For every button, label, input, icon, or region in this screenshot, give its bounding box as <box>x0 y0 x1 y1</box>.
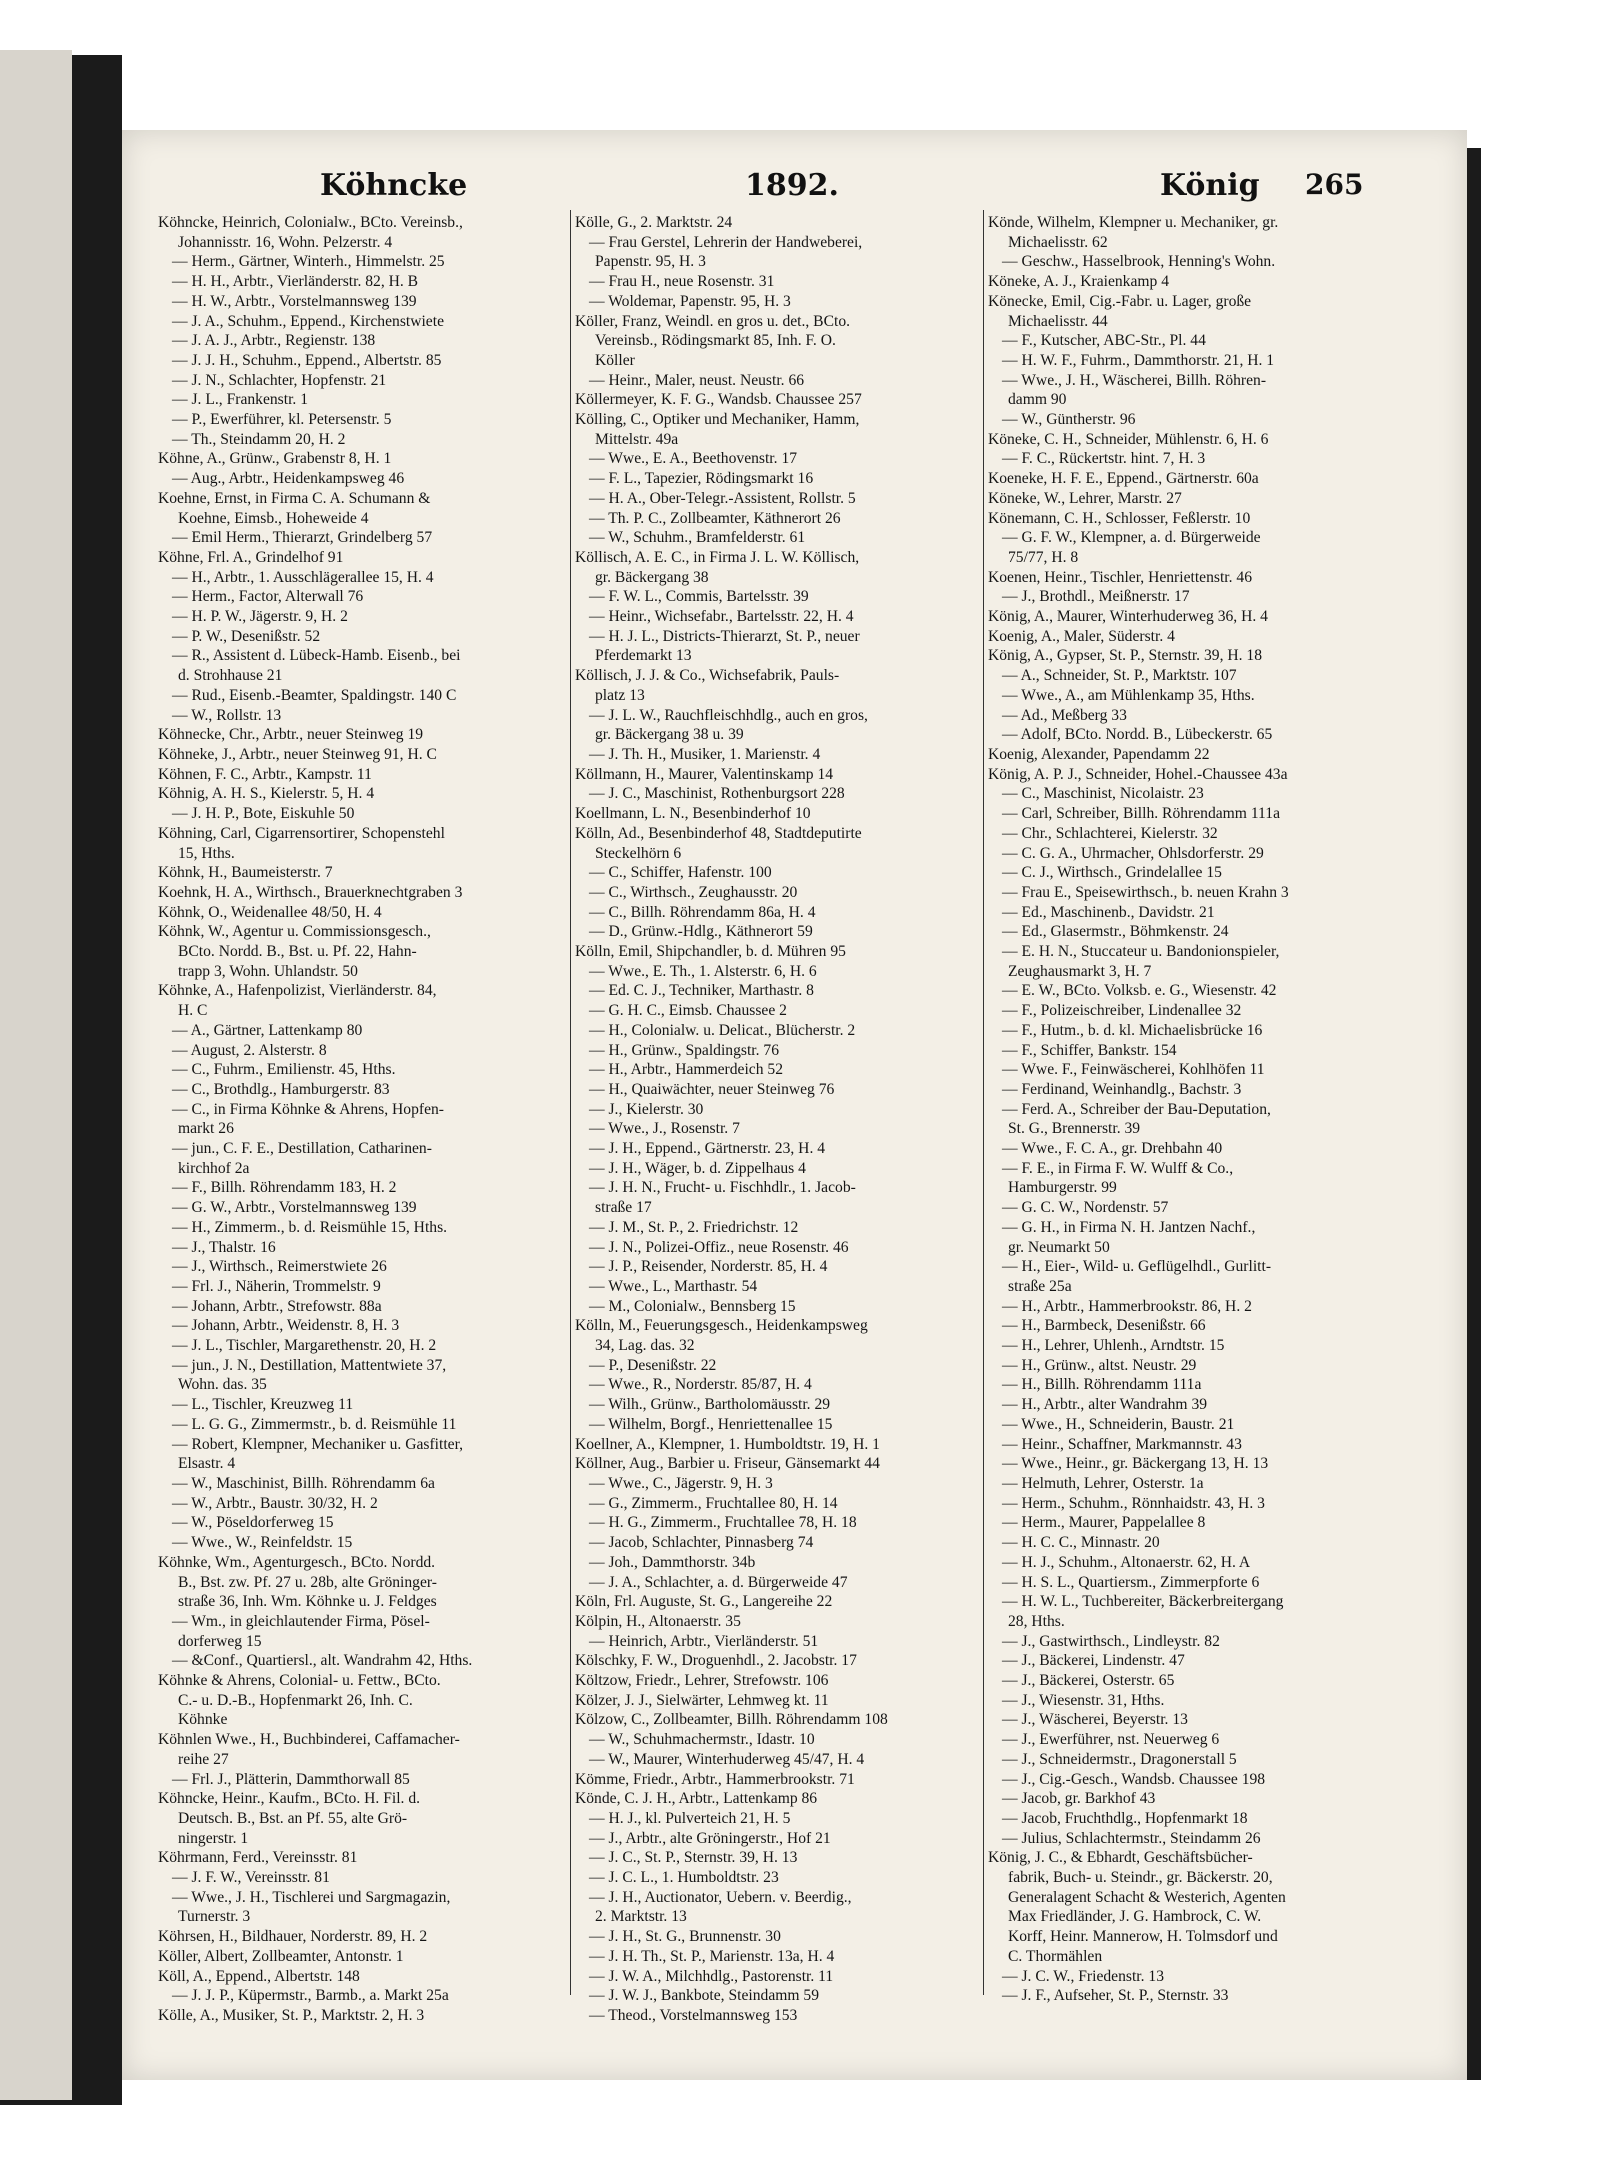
directory-entry: Köhncke, Heinrich, Colonialw., BCto. Vereinsb., <box>158 214 463 231</box>
directory-entry: Koellmann, L. N., Besenbinderhof 10 <box>575 805 811 823</box>
directory-entry: — J., Wäscherei, Beyerstr. 13 <box>1002 1711 1188 1729</box>
entry-continuation: ningerstr. 1 <box>178 1829 249 1847</box>
directory-entry: — L., Tischler, Kreuzweg 11 <box>172 1396 354 1414</box>
directory-entry: — W., Arbtr., Baustr. 30/32, H. 2 <box>172 1494 378 1512</box>
directory-entry: — J., Wirthsch., Reimerstwiete 26 <box>172 1258 387 1276</box>
directory-entry: — Heinr., Schaffner, Markmannstr. 43 <box>1002 1435 1242 1453</box>
directory-entry: — J. L., Tischler, Margarethenstr. 20, H. 2 <box>172 1337 437 1355</box>
directory-entry: — J. N., Polizei-Offiz., neue Rosenstr. 46 <box>589 1238 849 1256</box>
directory-entry: — Chr., Schlachterei, Kielerstr. 32 <box>1002 824 1218 842</box>
directory-entry: — Wm., in gleichlautender Firma, Pösel- <box>172 1612 430 1630</box>
entry-continuation: St. G., Brennerstr. 39 <box>1008 1120 1141 1138</box>
directory-entry: — Julius, Schlachtermstr., Steindamm 26 <box>1002 1829 1261 1847</box>
directory-entry: Köhne, A., Grünw., Grabenstr 8, H. 1 <box>158 450 392 468</box>
directory-entry: — J. Th. H., Musiker, 1. Marienstr. 4 <box>589 745 821 763</box>
directory-entry: — J., Bäckerei, Lindenstr. 47 <box>1002 1652 1185 1670</box>
directory-entry: — Wwe., L., Marthastr. 54 <box>589 1277 758 1295</box>
directory-entry: Kölle, A., Musiker, St. P., Marktstr. 2, H. 3 <box>158 2006 425 2024</box>
directory-entry: — Wwe. F., Feinwäscherei, Kohlhöfen 11 <box>1002 1061 1265 1079</box>
entry-continuation: Pferdemarkt 13 <box>595 647 692 665</box>
directory-entry: — Ed., Maschinenb., Davidstr. 21 <box>1002 903 1215 921</box>
directory-entry: — Heinr., Maler, neust. Neustr. 66 <box>589 371 805 389</box>
directory-entry: — M., Colonialw., Bennsberg 15 <box>589 1297 796 1315</box>
directory-entry: — Th. P. C., Zollbeamter, Käthnerort 26 <box>589 509 841 527</box>
entry-continuation: straße 17 <box>595 1199 652 1217</box>
directory-entry: — W., Schuhmachermstr., Idastr. 10 <box>589 1731 815 1749</box>
entry-continuation: Koehne, Eimsb., Hoheweide 4 <box>178 509 369 527</box>
directory-entry: — J., Kielerstr. 30 <box>589 1100 704 1118</box>
directory-entry: — Adolf, BCto. Nordd. B., Lübeckerstr. 65 <box>1002 726 1273 744</box>
directory-entry: — H. G., Zimmerm., Fruchtallee 78, H. 18 <box>589 1514 857 1532</box>
directory-column-1 <box>158 213 578 2026</box>
entry-continuation: 75/77, H. 8 <box>1008 548 1079 566</box>
entry-continuation: Mittelstr. 49a <box>595 430 679 448</box>
entry-continuation: Deutsch. B., Bst. an Pf. 55, alte Grö- <box>178 1809 408 1827</box>
entry-continuation: Generalagent Schacht & Westerich, Agenten <box>1008 1888 1286 1906</box>
directory-entry: — Wwe., Heinr., gr. Bäckergang 13, H. 13 <box>1002 1455 1269 1473</box>
directory-entry: — H., Arbtr., Hammerdeich 52 <box>589 1061 784 1079</box>
entry-continuation: C.- u. D.-B., Hopfenmarkt 26, Inh. C. <box>178 1691 413 1709</box>
directory-entry: — J., Thalstr. 16 <box>172 1238 276 1256</box>
directory-entry: — A., Schneider, St. P., Marktstr. 107 <box>1002 667 1237 685</box>
directory-entry: — Robert, Klempner, Mechaniker u. Gasfitter, <box>172 1435 464 1453</box>
directory-entry: — J. W. A., Milchhdlg., Pastorenstr. 11 <box>589 1967 834 1985</box>
directory-entry: — H. W. F., Fuhrm., Dammthorstr. 21, H. 1 <box>1002 351 1275 369</box>
directory-entry: Köllermeyer, K. F. G., Wandsb. Chaussee 257 <box>575 391 862 409</box>
directory-entry: — Herm., Factor, Alterwall 76 <box>172 588 364 606</box>
directory-entry: — F., Polizeischreiber, Lindenallee 32 <box>1002 1002 1242 1020</box>
directory-entry: — E. H. N., Stuccateur u. Bandonionspieler, <box>1002 943 1280 961</box>
entry-continuation: gr. Bäckergang 38 u. 39 <box>595 726 744 744</box>
entry-continuation: Michaelisstr. 44 <box>1008 312 1108 330</box>
directory-entry: Könecke, Emil, Cig.-Fabr. u. Lager, große <box>988 292 1252 310</box>
directory-entry: — J. C., St. P., Sternstr. 39, H. 13 <box>589 1849 798 1867</box>
entry-continuation: Steckelhörn 6 <box>595 844 682 862</box>
entry-continuation: Max Friedländer, J. G. Hambrock, C. W. <box>1008 1908 1262 1926</box>
directory-entry: Koeneke, H. F. E., Eppend., Gärtnerstr. 60a <box>988 470 1259 488</box>
directory-entry: — Rud., Eisenb.-Beamter, Spaldingstr. 140 C <box>172 686 457 704</box>
directory-entry: — W., Pöseldorferweg 15 <box>172 1514 334 1532</box>
entry-continuation: gr. Bäckergang 38 <box>595 568 709 586</box>
directory-entry: — J. H. Th., St. P., Marienstr. 13a, H. 4 <box>589 1947 835 1965</box>
page-header <box>200 168 1390 208</box>
directory-entry: Kölzer, J. J., Sielwärter, Lehmweg kt. 11 <box>575 1691 829 1709</box>
directory-entry: — J. C. W., Friedenstr. 13 <box>1002 1967 1165 1985</box>
entry-continuation: damm 90 <box>1008 391 1067 409</box>
directory-entry: — J. H. P., Bote, Eiskuhle 50 <box>172 805 355 823</box>
directory-entry: Koenig, Alexander, Papendamm 22 <box>988 745 1210 763</box>
directory-entry: — H., Zimmerm., b. d. Reismühle 15, Hths. <box>172 1218 448 1236</box>
entry-continuation: straße 25a <box>1008 1277 1072 1295</box>
directory-entry: — J. L., Frankenstr. 1 <box>172 391 309 409</box>
directory-entry: — Emil Herm., Thierarzt, Grindelberg 57 <box>172 529 433 547</box>
directory-entry: — Johann, Arbtr., Weidenstr. 8, H. 3 <box>172 1317 400 1335</box>
directory-entry: — H., Barmbeck, Desenißstr. 66 <box>1002 1317 1206 1335</box>
entry-continuation: d. Strohhause 21 <box>178 667 283 685</box>
directory-entry: — Wwe., J. H., Tischlerei und Sargmagazin, <box>172 1888 451 1906</box>
entry-continuation: kirchhof 2a <box>178 1159 250 1177</box>
directory-entry: — F. W. L., Commis, Bartelsstr. 39 <box>589 588 809 606</box>
directory-entry: Köhnig, A. H. S., Kielerstr. 5, H. 4 <box>158 785 375 803</box>
entry-continuation: Zeughausmarkt 3, H. 7 <box>1008 962 1152 980</box>
directory-entry: — G. H. C., Eimsb. Chaussee 2 <box>589 1002 787 1020</box>
directory-entry: — J., Ewerführer, nst. Neuerweg 6 <box>1002 1731 1220 1749</box>
page-edge-shadow <box>1467 148 1481 2080</box>
directory-entry: — J. F., Aufseher, St. P., Sternstr. 33 <box>1002 1987 1229 2005</box>
directory-entry: — J., Gastwirthsch., Lindleystr. 82 <box>1002 1632 1220 1650</box>
directory-entry: — F. C., Rückertstr. hint. 7, H. 3 <box>1002 450 1206 468</box>
directory-entry: — J. L. W., Rauchfleischhdlg., auch en gros, <box>589 706 868 724</box>
entry-continuation: platz 13 <box>595 686 645 704</box>
directory-entry: — H., Grünw., altst. Neustr. 29 <box>1002 1356 1197 1374</box>
directory-entry: — C., Billh. Röhrendamm 86a, H. 4 <box>589 903 816 921</box>
directory-entry: — Frau H., neue Rosenstr. 31 <box>589 273 775 291</box>
directory-entry: — H. C. C., Minnastr. 20 <box>1002 1534 1160 1552</box>
directory-entry: — P., Desenißstr. 22 <box>589 1356 717 1374</box>
directory-entry: Köll, A., Eppend., Albertstr. 148 <box>158 1967 360 1985</box>
directory-entry: — H., Grünw., Spaldingstr. 76 <box>589 1041 780 1059</box>
directory-entry: Köhning, Carl, Cigarrensortirer, Schopenstehl <box>158 824 445 842</box>
directory-entry: — Herm., Maurer, Pappelallee 8 <box>1002 1514 1206 1532</box>
entry-continuation: H. C <box>178 1002 208 1020</box>
header-right-keyword: König <box>1160 168 1260 203</box>
directory-entry: — H., Eier-, Wild- u. Geflügelhdl., Gurlitt- <box>1002 1258 1272 1276</box>
directory-entry: — C. G. A., Uhrmacher, Ohlsdorferstr. 29 <box>1002 844 1264 862</box>
directory-entry: Köhnk, H., Baumeisterstr. 7 <box>158 864 333 882</box>
directory-entry: — F., Hutm., b. d. kl. Michaelisbrücke 16 <box>1002 1021 1263 1039</box>
entry-continuation: Wohn. das. 35 <box>178 1376 267 1394</box>
directory-entry: — J. N., Schlachter, Hopfenstr. 21 <box>172 371 387 389</box>
directory-entry: Kölln, Ad., Besenbinderhof 48, Stadtdeputirte <box>575 824 862 842</box>
entry-continuation: reihe 27 <box>178 1750 229 1768</box>
directory-entry: Könde, Wilhelm, Klempner u. Mechaniker, gr. <box>988 214 1279 231</box>
directory-entry: — H., Lehrer, Uhlenh., Arndtstr. 15 <box>1002 1337 1225 1355</box>
directory-entry: — G. C. W., Nordenstr. 57 <box>1002 1199 1169 1217</box>
directory-entry: — W., Schuhm., Bramfelderstr. 61 <box>589 529 806 547</box>
directory-entry: Köhrsen, H., Bildhauer, Norderstr. 89, H. 2 <box>158 1928 428 1946</box>
directory-entry: — F., Billh. Röhrendamm 183, H. 2 <box>172 1179 397 1197</box>
directory-entry: — C., Fuhrm., Emilienstr. 45, Hths. <box>172 1061 396 1079</box>
directory-entry: Köln, Frl. Auguste, St. G., Langereihe 22 <box>575 1593 833 1611</box>
directory-entry: — J., Cig.-Gesch., Wandsb. Chaussee 198 <box>1002 1770 1266 1788</box>
directory-entry: — C., in Firma Köhnke & Ahrens, Hopfen- <box>172 1100 444 1118</box>
directory-entry: — Ad., Meßberg 33 <box>1002 706 1127 724</box>
directory-entry: Köhnk, O., Weidenallee 48/50, H. 4 <box>158 903 382 921</box>
directory-entry: — J., Bäckerei, Osterstr. 65 <box>1002 1672 1175 1690</box>
directory-entry: Kölpin, H., Altonaerstr. 35 <box>575 1612 741 1630</box>
directory-entry: — Geschw., Hasselbrook, Henning's Wohn. <box>1002 253 1276 271</box>
directory-entry: Kölln, M., Feuerungsgesch., Heidenkampsweg <box>575 1317 868 1335</box>
directory-entry: — Wilh., Grünw., Bartholomäusstr. 29 <box>589 1396 831 1414</box>
directory-entry: — J. A. J., Arbtr., Regienstr. 138 <box>172 332 376 350</box>
directory-entry: — Frl. J., Plätterin, Dammthorwall 85 <box>172 1770 410 1788</box>
directory-entry: Kölln, Emil, Shipchandler, b. d. Mühren 95 <box>575 943 846 961</box>
directory-entry: — Heinr., Wichsefabr., Bartelsstr. 22, H. 4 <box>589 608 854 626</box>
directory-entry: — C., Maschinist, Nicolaistr. 23 <box>1002 785 1204 803</box>
directory-entry: — H., Billh. Röhrendamm 111a <box>1002 1376 1202 1394</box>
entry-continuation: Hamburgerstr. 99 <box>1008 1179 1117 1197</box>
entry-continuation: Korff, Heinr. Mannerow, H. Tolmsdorf und <box>1008 1928 1278 1946</box>
directory-entry: — H. H., Arbtr., Vierländerstr. 82, H. B <box>172 273 419 291</box>
directory-entry: Koehnk, H. A., Wirthsch., Brauerknechtgraben 3 <box>158 883 463 901</box>
directory-entry: — F. L., Tapezier, Rödingsmarkt 16 <box>589 470 814 488</box>
directory-entry: — F. E., in Firma F. W. Wulff & Co., <box>1002 1159 1234 1177</box>
directory-entry: — W., Güntherstr. 96 <box>1002 411 1136 429</box>
directory-entry: — C., Brothdlg., Hamburgerstr. 83 <box>172 1080 390 1098</box>
directory-entry: — H. W. L., Tuchbereiter, Bäckerbreitergang <box>1002 1593 1284 1611</box>
directory-entry: — Heinrich, Arbtr., Vierländerstr. 51 <box>589 1632 819 1650</box>
entry-continuation: B., Bst. zw. Pf. 27 u. 28b, alte Gröninger- <box>178 1573 437 1591</box>
entry-continuation: Turnerstr. 3 <box>178 1908 251 1926</box>
directory-entry: — J. C. L., 1. Humboldtstr. 23 <box>589 1869 779 1887</box>
directory-entry: Koenig, A., Maler, Süderstr. 4 <box>988 627 1175 645</box>
directory-entry: — H., Colonialw. u. Delicat., Blücherstr. 2 <box>589 1021 856 1039</box>
directory-entry: — H. P. W., Jägerstr. 9, H. 2 <box>172 608 348 626</box>
directory-entry: — Th., Steindamm 20, H. 2 <box>172 430 346 448</box>
directory-entry: Köhnen, F. C., Arbtr., Kampstr. 11 <box>158 765 372 783</box>
entry-continuation: trapp 3, Wohn. Uhlandstr. 50 <box>178 962 358 980</box>
directory-entry: Koellner, A., Klempner, 1. Humboldtstr. 19, H. 1 <box>575 1435 880 1453</box>
directory-entry: — F., Kutscher, ABC-Str., Pl. 44 <box>1002 332 1206 350</box>
directory-entry: Köllisch, A. E. C., in Firma J. L. W. Köllisch, <box>575 548 860 566</box>
directory-entry: — Wwe., W., Reinfeldstr. 15 <box>172 1534 353 1552</box>
directory-entry: König, A., Maurer, Winterhuderweg 36, H. 4 <box>988 608 1268 626</box>
directory-entry: — Jacob, Fruchthdlg., Hopfenmarkt 18 <box>1002 1809 1248 1827</box>
directory-entry: — G. F. W., Klempner, a. d. Bürgerweide <box>1002 529 1261 547</box>
entry-continuation: markt 26 <box>178 1120 234 1138</box>
directory-entry: — Ed. C. J., Techniker, Marthastr. 8 <box>589 982 814 1000</box>
directory-entry: — H. W., Arbtr., Vorstelmannsweg 139 <box>172 292 417 310</box>
directory-entry: — Frau E., Speisewirthsch., b. neuen Krahn 3 <box>1002 883 1289 901</box>
directory-entry: — J. F. W., Vereinsstr. 81 <box>172 1869 330 1887</box>
entry-continuation: fabrik, Buch- u. Steindr., gr. Bäckerstr. 20, <box>1008 1869 1273 1887</box>
directory-entry: — Herm., Schuhm., Rönnhaidstr. 43, H. 3 <box>1002 1494 1265 1512</box>
directory-entry: — Aug., Arbtr., Heidenkampsweg 46 <box>172 470 405 488</box>
directory-entry: Köhnke, Wm., Agenturgesch., BCto. Nordd. <box>158 1553 436 1571</box>
directory-entry: Kölschky, F. W., Droguenhdl., 2. Jacobstr. 17 <box>575 1652 857 1670</box>
entry-continuation: gr. Neumarkt 50 <box>1008 1238 1110 1256</box>
directory-entry: — H., Arbtr., Hammerbrookstr. 86, H. 2 <box>1002 1297 1252 1315</box>
directory-entry: Köllisch, J. J. & Co., Wichsefabrik, Pauls- <box>575 667 840 685</box>
directory-entry: — J. H., Eppend., Gärtnerstr. 23, H. 4 <box>589 1140 826 1158</box>
directory-entry: — Ed., Glasermstr., Böhmkenstr. 24 <box>1002 923 1229 941</box>
adjacent-page-edge <box>0 50 72 2100</box>
entry-continuation: Elsastr. 4 <box>178 1455 236 1473</box>
directory-entry: König, J. C., & Ebhardt, Geschäftsbücher- <box>988 1849 1253 1867</box>
directory-entry: — Johann, Arbtr., Strefowstr. 88a <box>172 1297 382 1315</box>
directory-entry: — J. J. P., Küpermstr., Barmb., a. Markt 25a <box>172 1987 449 2005</box>
directory-entry: — W., Rollstr. 13 <box>172 706 282 724</box>
directory-entry: Kölzow, C., Zollbeamter, Billh. Röhrendamm 108 <box>575 1711 888 1729</box>
directory-entry: — Jacob, gr. Barkhof 43 <box>1002 1790 1156 1808</box>
directory-entry: — Wwe., C., Jägerstr. 9, H. 3 <box>589 1475 773 1492</box>
directory-entry: Köhncke, Heinr., Kaufm., BCto. H. Fil. d. <box>158 1790 421 1808</box>
directory-column-2 <box>575 213 995 2026</box>
directory-entry: Köhnke & Ahrens, Colonial- u. Fettw., BCto. <box>158 1672 441 1690</box>
directory-entry: — C., Wirthsch., Zeughausstr. 20 <box>589 883 798 901</box>
directory-entry: Könde, C. J. H., Arbtr., Lattenkamp 86 <box>575 1790 818 1808</box>
directory-entry: — F., Schiffer, Bankstr. 154 <box>1002 1041 1177 1059</box>
directory-entry: — Ferdinand, Weinhandlg., Bachstr. 3 <box>1002 1080 1242 1098</box>
entry-continuation: straße 36, Inh. Wm. Köhnke u. J. Feldges <box>178 1593 437 1611</box>
directory-entry: — August, 2. Alsterstr. 8 <box>172 1041 327 1059</box>
entry-continuation: Köller <box>595 351 635 369</box>
directory-entry: — H. J. L., Districts-Thierarzt, St. P., neuer <box>589 627 860 645</box>
directory-entry: — J. W. J., Bankbote, Steindamm 59 <box>589 1987 820 2005</box>
directory-column-3 <box>988 213 1393 2006</box>
directory-entry: Köhneke, J., Arbtr., neuer Steinweg 91, H. C <box>158 745 437 763</box>
entry-continuation: Köhnke <box>178 1711 228 1729</box>
directory-entry: — L. G. G., Zimmermstr., b. d. Reismühle 11 <box>172 1415 457 1433</box>
directory-entry: — Theod., Vorstelmannsweg 153 <box>589 2006 798 2024</box>
directory-entry: Köneke, C. H., Schneider, Mühlenstr. 6, H. 6 <box>988 430 1269 448</box>
directory-entry: — H., Arbtr., 1. Ausschlägerallee 15, H. 4 <box>172 568 434 586</box>
entry-continuation: Vereinsb., Rödingsmarkt 85, Inh. F. O. <box>595 332 836 350</box>
directory-entry: Köllmann, H., Maurer, Valentinskamp 14 <box>575 765 834 783</box>
directory-entry: Köneke, W., Lehrer, Marstr. 27 <box>988 489 1182 507</box>
directory-entry: — Wwe., E. Th., 1. Alsterstr. 6, H. 6 <box>589 962 817 980</box>
directory-entry: Könemann, C. H., Schlosser, Feßlerstr. 10 <box>988 509 1251 527</box>
directory-entry: Köhrmann, Ferd., Vereinsstr. 81 <box>158 1849 358 1867</box>
directory-entry: — Wwe., F. C. A., gr. Drehbahn 40 <box>1002 1140 1223 1158</box>
directory-entry: — A., Gärtner, Lattenkamp 80 <box>172 1021 363 1039</box>
directory-entry: Koenen, Heinr., Tischler, Henriettenstr. 46 <box>988 568 1252 586</box>
directory-entry: — J., Arbtr., alte Gröningerstr., Hof 21 <box>589 1829 831 1847</box>
directory-entry: — Joh., Dammthorstr. 34b <box>589 1553 756 1571</box>
directory-entry: — G., Zimmerm., Fruchtallee 80, H. 14 <box>589 1494 838 1512</box>
directory-entry: Köller, Albert, Zollbeamter, Antonstr. 1 <box>158 1947 404 1965</box>
directory-entry: — J. J. H., Schuhm., Eppend., Albertstr. 85 <box>172 351 442 369</box>
directory-entry: — J., Schneidermstr., Dragonerstall 5 <box>1002 1750 1237 1768</box>
directory-entry: — J. A., Schuhm., Eppend., Kirchenstwiete <box>172 312 444 330</box>
directory-entry: — P., Ewerführer, kl. Petersenstr. 5 <box>172 411 392 429</box>
entry-continuation: Papenstr. 95, H. 3 <box>595 253 706 271</box>
directory-entry: — Wilhelm, Borgf., Henriettenallee 15 <box>589 1415 833 1433</box>
directory-entry: — P. W., Desenißstr. 52 <box>172 627 321 645</box>
entry-continuation: BCto. Nordd. B., Bst. u. Pf. 22, Hahn- <box>178 943 417 961</box>
entry-continuation: Michaelisstr. 62 <box>1008 233 1108 251</box>
entry-continuation: 34, Lag. das. 32 <box>595 1337 695 1355</box>
directory-entry: — H. A., Ober-Telegr.-Assistent, Rollstr. 5 <box>589 489 856 507</box>
directory-entry: — J. M., St. P., 2. Friedrichstr. 12 <box>589 1218 799 1236</box>
entry-continuation: 15, Hths. <box>178 844 235 862</box>
directory-entry: — G. W., Arbtr., Vorstelmannsweg 139 <box>172 1199 417 1217</box>
directory-entry: — J., Wiesenstr. 31, Hths. <box>1002 1691 1165 1709</box>
directory-entry: — J., Brothdl., Meißnerstr. 17 <box>1002 588 1190 606</box>
entry-continuation: 28, Hths. <box>1008 1612 1065 1630</box>
directory-entry: Köhnecke, Chr., Arbtr., neuer Steinweg 19 <box>158 726 424 744</box>
directory-entry: — jun., J. N., Destillation, Mattentwiete 37, <box>172 1356 447 1374</box>
directory-entry: — H. J., kl. Pulverteich 21, H. 5 <box>589 1809 791 1827</box>
directory-entry: Kölling, C., Optiker und Mechaniker, Hamm, <box>575 411 860 429</box>
directory-entry: — J. H., Auctionator, Uebern. v. Beerdig., <box>589 1888 852 1906</box>
directory-entry: Köller, Franz, Weindl. en gros u. det., BCto. <box>575 312 851 330</box>
directory-entry: — W., Maurer, Winterhuderweg 45/47, H. 4 <box>589 1750 865 1768</box>
directory-entry: — H. S. L., Quartiersm., Zimmerpforte 6 <box>1002 1573 1260 1591</box>
entry-continuation: 2. Marktstr. 13 <box>595 1908 687 1926</box>
directory-entry: — C., Schiffer, Hafenstr. 100 <box>589 864 772 882</box>
directory-entry: Köhnk, W., Agentur u. Commissionsgesch., <box>158 923 431 941</box>
directory-entry: — Frau Gerstel, Lehrerin der Handweberei, <box>589 233 863 251</box>
page-number: 265 <box>1305 168 1364 201</box>
directory-entry: — Jacob, Schlachter, Pinnasberg 74 <box>589 1534 814 1552</box>
directory-entry: — G. H., in Firma N. H. Jantzen Nachf., <box>1002 1218 1256 1236</box>
header-left-keyword: Köhncke <box>320 168 468 203</box>
directory-entry: — J. C., Maschinist, Rothenburgsort 228 <box>589 785 845 803</box>
directory-entry: — Carl, Schreiber, Billh. Röhrendamm 111a <box>1002 805 1280 823</box>
directory-entry: — W., Maschinist, Billh. Röhrendamm 6a <box>172 1475 435 1492</box>
directory-entry: — D., Grünw.-Hdlg., Käthnerort 59 <box>589 923 813 941</box>
directory-entry: Köllner, Aug., Barbier u. Friseur, Gänsemarkt 44 <box>575 1455 880 1473</box>
directory-entry: — Helmuth, Lehrer, Osterstr. 1a <box>1002 1475 1204 1492</box>
directory-entry: — H., Quaiwächter, neuer Steinweg 76 <box>589 1080 835 1098</box>
entry-continuation: dorferweg 15 <box>178 1632 262 1650</box>
directory-entry: — H. J., Schuhm., Altonaerstr. 62, H. A <box>1002 1553 1251 1571</box>
header-year: 1892. <box>745 168 839 203</box>
directory-entry: — jun., C. F. E., Destillation, Catharinen- <box>172 1140 432 1158</box>
directory-entry: — Ferd. A., Schreiber der Bau-Deputation, <box>1002 1100 1271 1118</box>
directory-entry: Köhnke, A., Hafenpolizist, Vierländerstr. 84, <box>158 982 437 1000</box>
directory-entry: — Wwe., R., Norderstr. 85/87, H. 4 <box>589 1376 812 1394</box>
directory-entry: Kölle, G., 2. Marktstr. 24 <box>575 214 733 231</box>
directory-entry: — Wwe., J. H., Wäscherei, Billh. Röhren- <box>1002 371 1267 389</box>
directory-entry: — Woldemar, Papenstr. 95, H. 3 <box>589 292 791 310</box>
directory-entry: — J. H., St. G., Brunnenstr. 30 <box>589 1928 781 1946</box>
directory-entry: — Wwe., A., am Mühlenkamp 35, Hths. <box>1002 686 1255 704</box>
directory-entry: — Wwe., J., Rosenstr. 7 <box>589 1120 740 1138</box>
directory-entry: — Wwe., H., Schneiderin, Baustr. 21 <box>1002 1415 1235 1433</box>
directory-entry: — J. H. N., Frucht- u. Fischhdlr., 1. Jacob- <box>589 1179 856 1197</box>
directory-entry: — Herm., Gärtner, Winterh., Himmelstr. 25 <box>172 253 445 271</box>
directory-entry: Kömme, Friedr., Arbtr., Hammerbrookstr. 71 <box>575 1770 855 1788</box>
directory-entry: Koehne, Ernst, in Firma C. A. Schumann & <box>158 489 431 507</box>
directory-entry: Köhne, Frl. A., Grindelhof 91 <box>158 548 344 566</box>
directory-entry: — C. J., Wirthsch., Grindelallee 15 <box>1002 864 1222 882</box>
directory-entry: König, A. P. J., Schneider, Hohel.-Chaussee 43a <box>988 765 1288 783</box>
directory-entry: — J. A., Schlachter, a. d. Bürgerweide 47 <box>589 1573 848 1591</box>
entry-continuation: Johannisstr. 16, Wohn. Pelzerstr. 4 <box>178 233 393 251</box>
directory-entry: Költzow, Friedr., Lehrer, Strefowstr. 106 <box>575 1672 829 1690</box>
directory-entry: — J. P., Reisender, Norderstr. 85, H. 4 <box>589 1258 828 1276</box>
directory-entry: Köneke, A. J., Kraienkamp 4 <box>988 273 1170 291</box>
directory-entry: Köhnlen Wwe., H., Buchbinderei, Caffamacher- <box>158 1731 460 1749</box>
entry-continuation: C. Thormählen <box>1008 1947 1103 1965</box>
directory-entry: — R., Assistent d. Lübeck-Hamb. Eisenb., bei <box>172 647 461 665</box>
directory-entry: — J. H., Wäger, b. d. Zippelhaus 4 <box>589 1159 806 1177</box>
directory-entry: — E. W., BCto. Volksb. e. G., Wiesenstr. 42 <box>1002 982 1277 1000</box>
directory-entry: König, A., Gypser, St. P., Sternstr. 39, H. 18 <box>988 647 1263 665</box>
directory-entry: — Frl. J., Näherin, Trommelstr. 9 <box>172 1277 381 1295</box>
directory-entry: — Wwe., E. A., Beethovenstr. 17 <box>589 450 798 468</box>
directory-entry: — &Conf., Quartiersl., alt. Wandrahm 42, Hths. <box>172 1652 473 1670</box>
directory-entry: — H., Arbtr., alter Wandrahm 39 <box>1002 1396 1208 1414</box>
